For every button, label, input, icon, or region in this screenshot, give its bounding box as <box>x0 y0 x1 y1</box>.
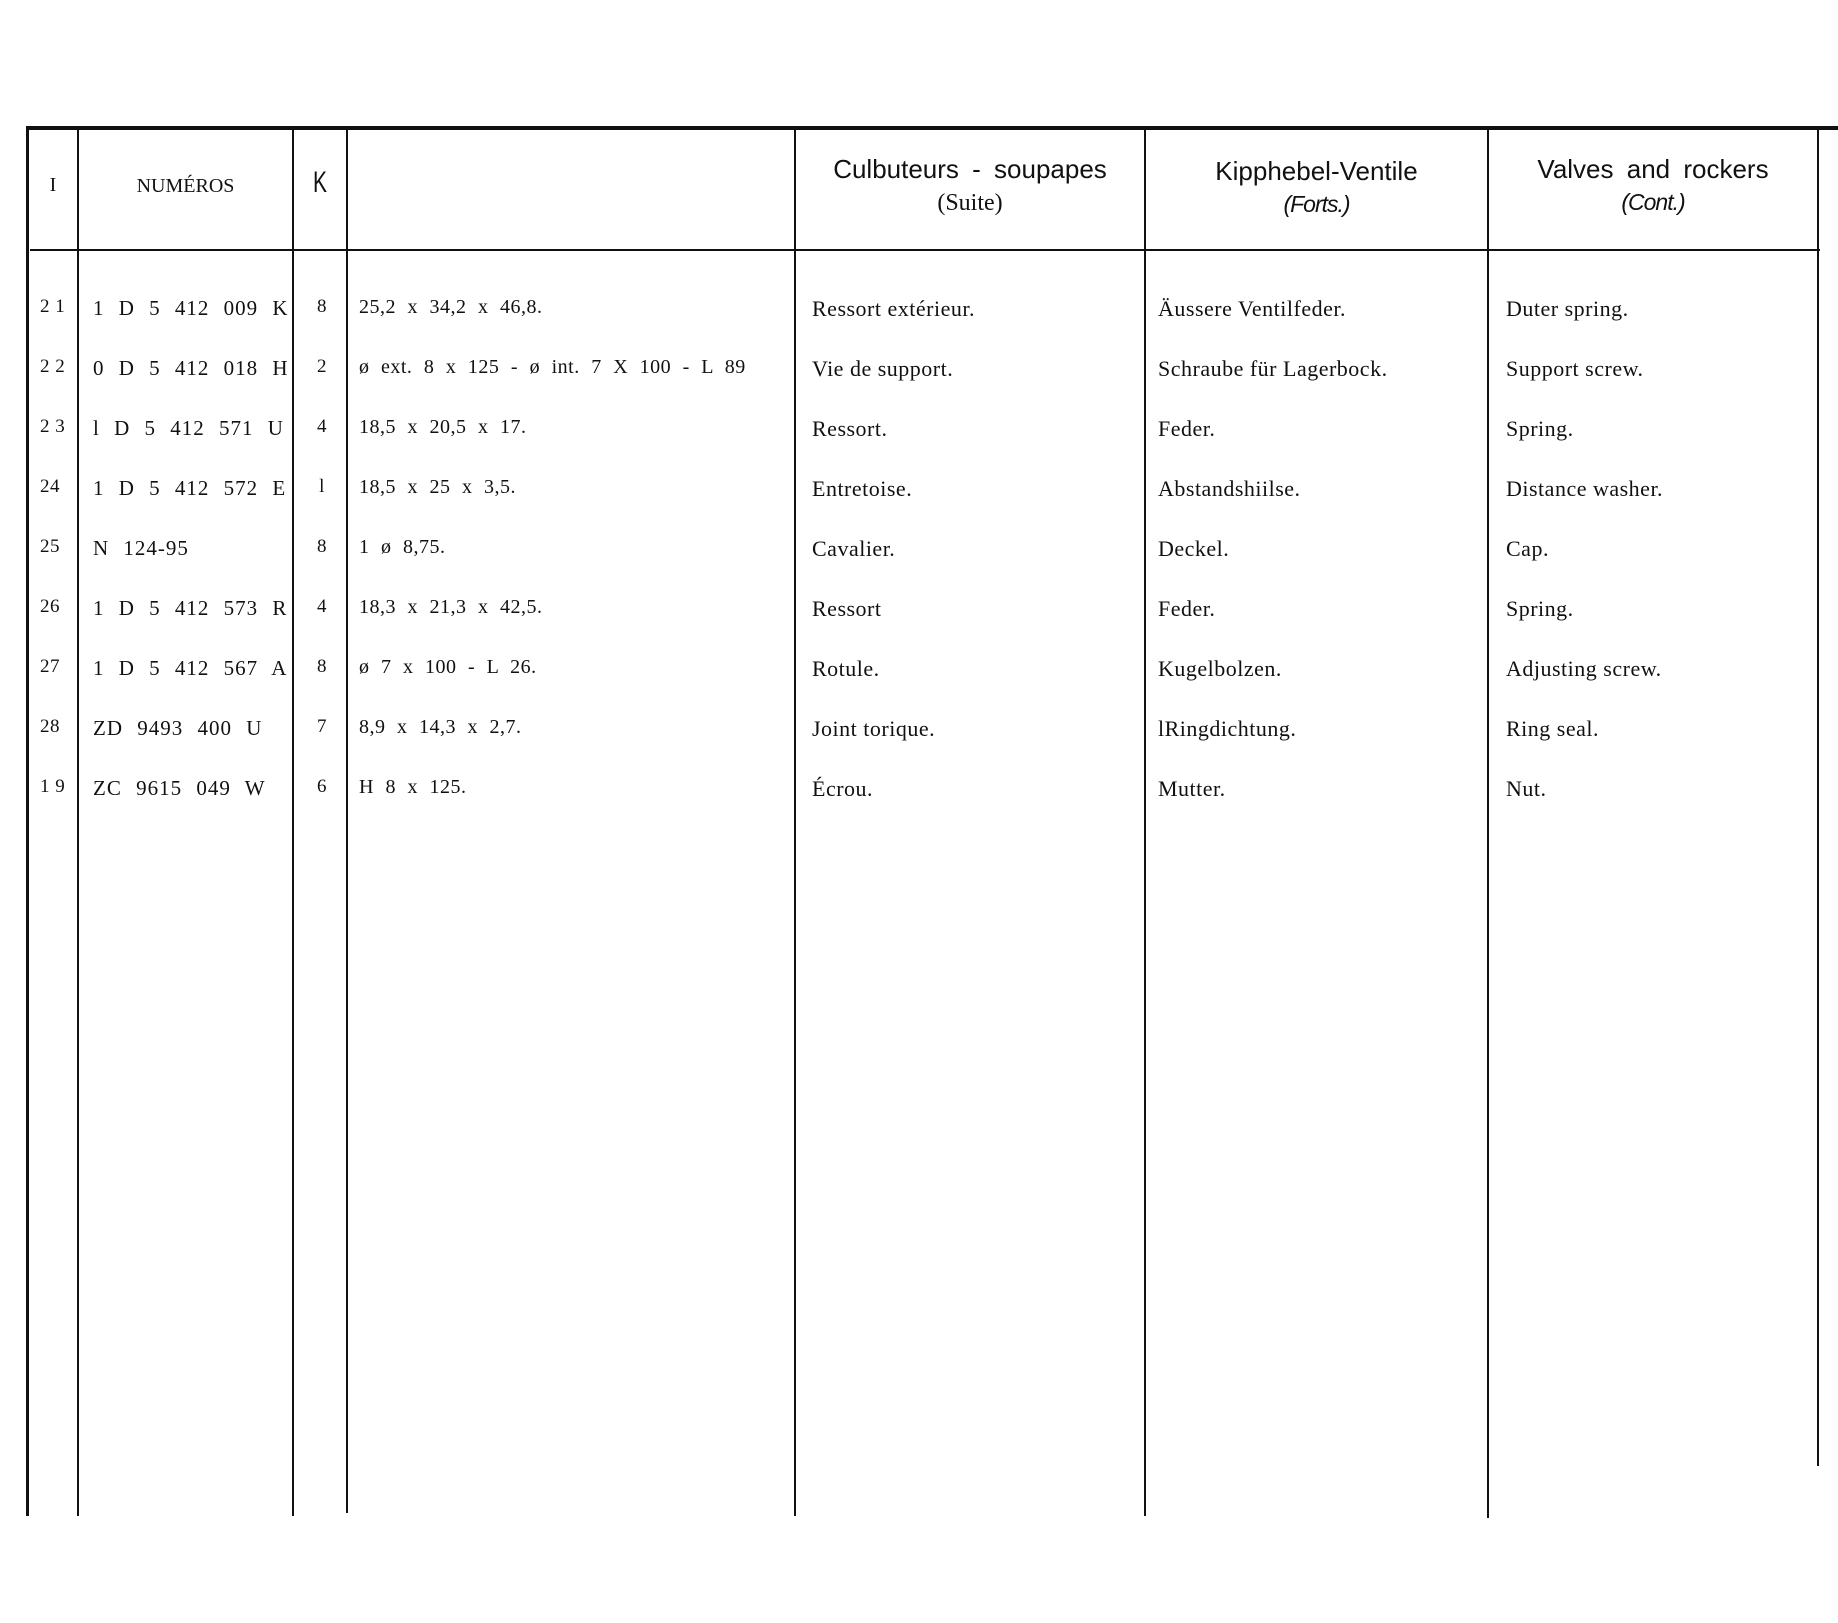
row-index: 28 <box>40 716 60 737</box>
description-fr: Ressort. <box>812 416 888 441</box>
description-de: Feder. <box>1158 416 1216 441</box>
quantity-k: l <box>319 476 325 497</box>
german-subtitle: (Forts.) <box>1283 191 1350 217</box>
german-title: Kipphebel-Ventile <box>1215 156 1418 186</box>
description-en: Duter spring. <box>1506 296 1629 321</box>
description-fr: Ressort <box>812 596 882 621</box>
french-subtitle: (Suite) <box>937 190 1003 216</box>
french-title: Culbuteurs - soupapes <box>833 154 1107 184</box>
description-en: Adjusting screw. <box>1506 656 1662 681</box>
part-number: ZD 9493 400 U <box>93 716 263 740</box>
col-divider-5 <box>1144 128 1146 1516</box>
part-number: 1 D 5 412 573 R <box>93 596 288 620</box>
quantity-k: 8 <box>317 656 327 677</box>
table-right-border <box>1817 128 1819 1466</box>
row-index: 26 <box>40 596 60 617</box>
english-subtitle: (Cont.) <box>1621 189 1685 215</box>
table-top-border <box>26 126 1838 130</box>
row-index: 1 9 <box>40 776 66 797</box>
quantity-k: 4 <box>317 416 327 437</box>
description-en: Cap. <box>1506 536 1549 561</box>
dimensions: ø ext. 8 x 125 - ø int. 7 X 100 - L 89 <box>359 356 746 378</box>
description-en: Spring. <box>1506 596 1574 621</box>
description-fr: Rotule. <box>812 656 880 681</box>
header-french <box>796 154 1144 217</box>
description-en: Spring. <box>1506 416 1574 441</box>
dimensions: 25,2 x 34,2 x 46,8. <box>359 296 543 318</box>
dimensions: 8,9 x 14,3 x 2,7. <box>359 716 522 738</box>
description-de: Abstandshiilse. <box>1158 476 1301 501</box>
description-fr: Ressort extérieur. <box>812 296 975 321</box>
row-index: 2 2 <box>40 356 66 377</box>
col-divider-3 <box>346 128 348 1513</box>
description-de: lRingdichtung. <box>1158 716 1297 741</box>
part-number: N 124-95 <box>93 536 189 560</box>
quantity-k: 2 <box>317 356 327 377</box>
description-fr: Écrou. <box>812 776 874 801</box>
english-title: Valves and rockers <box>1537 154 1769 184</box>
row-index: 27 <box>40 656 60 677</box>
table-left-border <box>26 126 29 1516</box>
quantity-k: 7 <box>317 716 327 737</box>
quantity-k: 4 <box>317 596 327 617</box>
dimensions: 1 ø 8,75. <box>359 536 446 558</box>
header-index: I <box>49 174 57 196</box>
header-english <box>1489 154 1817 216</box>
description-de: Feder. <box>1158 596 1216 621</box>
description-fr: Joint torique. <box>812 716 936 741</box>
quantity-k: 8 <box>317 536 327 557</box>
description-en: Ring seal. <box>1506 716 1599 741</box>
header-german <box>1146 156 1487 218</box>
part-number: 0 D 5 412 018 H <box>93 356 289 380</box>
part-number: 1 D 5 412 572 E <box>93 476 287 500</box>
dimensions: 18,5 x 25 x 3,5. <box>359 476 516 498</box>
description-de: Schraube für Lagerbock. <box>1158 356 1388 381</box>
row-index: 25 <box>40 536 60 557</box>
part-number: 1 D 5 412 567 A <box>93 656 288 680</box>
part-number: ZC 9615 049 W <box>93 776 266 800</box>
col-divider-4 <box>794 128 796 1516</box>
col-divider-2 <box>292 128 294 1516</box>
part-number: 1 D 5 412 009 K <box>93 296 289 320</box>
dimensions: ø 7 x 100 - L 26. <box>359 656 537 678</box>
description-de: Deckel. <box>1158 536 1230 561</box>
col-divider-1 <box>77 128 79 1516</box>
description-de: Kugelbolzen. <box>1158 656 1282 681</box>
description-fr: Cavalier. <box>812 536 896 561</box>
quantity-k: 6 <box>317 776 327 797</box>
description-en: Distance washer. <box>1506 476 1664 501</box>
description-de: Mutter. <box>1158 776 1226 801</box>
header-k: K <box>312 166 327 199</box>
dimensions: H 8 x 125. <box>359 776 467 798</box>
row-index: 24 <box>40 476 60 497</box>
row-index: 2 3 <box>40 416 66 437</box>
description-en: Support screw. <box>1506 356 1644 381</box>
part-number: l D 5 412 571 U <box>93 416 284 440</box>
quantity-k: 8 <box>317 296 327 317</box>
row-index: 2 1 <box>40 296 66 317</box>
dimensions: 18,5 x 20,5 x 17. <box>359 416 527 438</box>
description-de: Äussere Ventilfeder. <box>1158 296 1346 321</box>
description-fr: Entretoise. <box>812 476 913 501</box>
col-divider-6 <box>1487 128 1489 1518</box>
description-fr: Vie de support. <box>812 356 954 381</box>
header-bottom-rule <box>30 249 1820 251</box>
header-numbers: NUMÉROS <box>136 175 235 197</box>
description-en: Nut. <box>1506 776 1547 801</box>
dimensions: 18,3 x 21,3 x 42,5. <box>359 596 543 618</box>
